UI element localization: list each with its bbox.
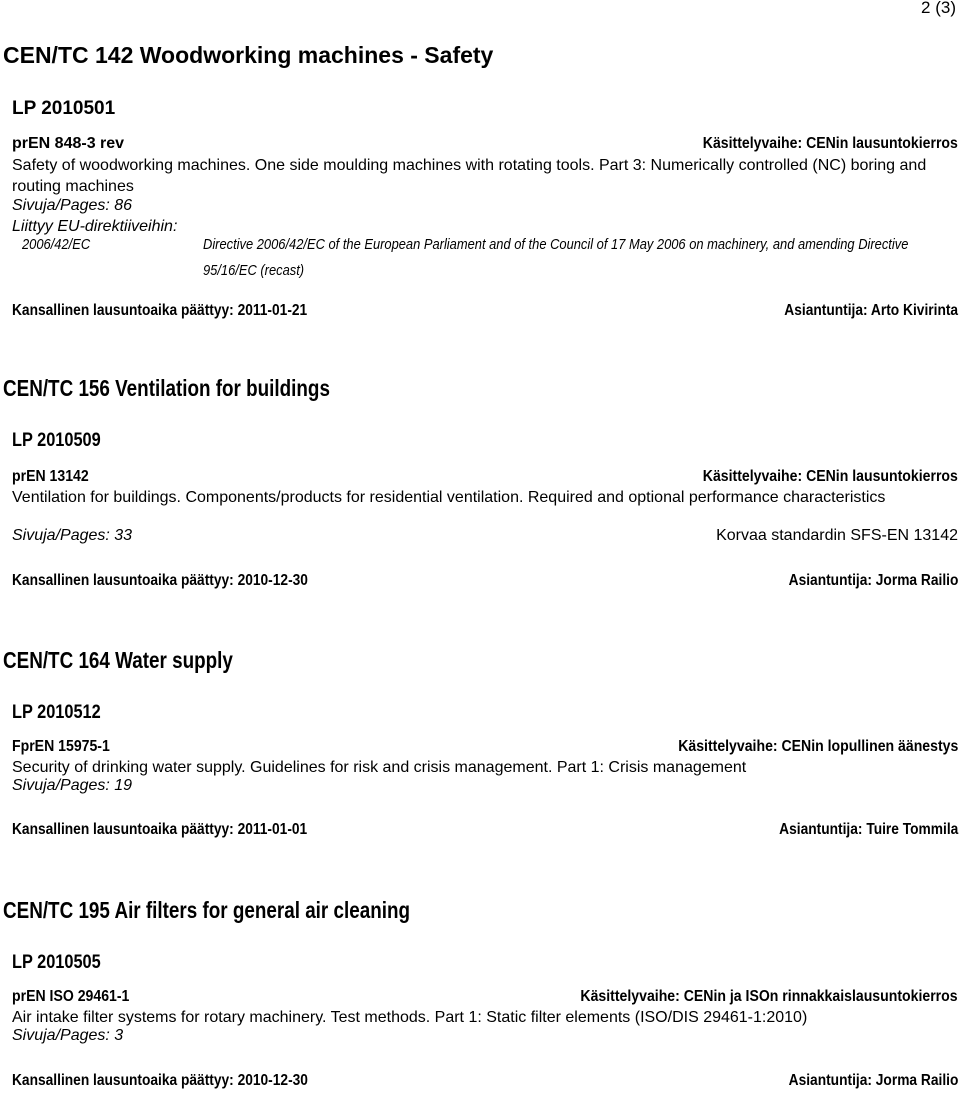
standard-code: FprEN 15975-1 [12, 738, 110, 755]
comment-deadline: Kansallinen lausuntoaika päättyy: 2011-01-01 [12, 821, 308, 838]
expert-name: Asiantuntija: Jorma Railio [788, 572, 958, 589]
standard-row [12, 988, 958, 1008]
page-number: 2 (3) [921, 0, 956, 17]
processing-stage: Käsittelyvaihe: CENin lausuntokierros [702, 135, 958, 152]
standard-description: Ventilation for buildings. Components/products for residential ventilation. Required and optional performance characteristics [12, 489, 886, 506]
comment-deadline: Kansallinen lausuntoaika päättyy: 2010-12-30 [12, 572, 308, 589]
lp-number: LP 2010501 [12, 98, 116, 119]
page-count: Sivuja/Pages: 33 [12, 527, 133, 544]
page-count: Sivuja/Pages: 86 [12, 197, 133, 214]
expert-name: Asiantuntija: Jorma Railio [788, 1072, 958, 1089]
lp-number: LP 2010505 [12, 952, 101, 973]
comment-deadline: Kansallinen lausuntoaika päättyy: 2011-01-21 [12, 302, 308, 319]
page-count: Sivuja/Pages: 19 [12, 777, 133, 794]
standard-row [12, 135, 958, 155]
committee-heading: CEN/TC 195 Air filters for general air cleaning [3, 897, 411, 923]
standard-description: Safety of woodworking machines. One side moulding machines with rotating tools. Part 3: Numerically controlled (NC) boring and routing machines [12, 157, 927, 195]
standard-row [12, 738, 958, 758]
comment-deadline: Kansallinen lausuntoaika päättyy: 2010-12-30 [12, 1072, 308, 1089]
committee-heading: CEN/TC 142 Woodworking machines - Safety [3, 42, 494, 68]
processing-stage: Käsittelyvaihe: CENin ja ISOn rinnakkaislausuntokierros [580, 988, 958, 1005]
directive-code: 2006/42/EC [22, 236, 91, 253]
expert-name: Asiantuntija: Tuire Tommila [778, 821, 958, 838]
expert-name: Asiantuntija: Arto Kivirinta [784, 302, 958, 319]
committee-heading: CEN/TC 156 Ventilation for buildings [3, 375, 330, 401]
eu-directive-label: Liittyy EU-direktiiveihin: [12, 218, 178, 235]
committee-heading: CEN/TC 164 Water supply [3, 647, 233, 673]
lp-number: LP 2010512 [12, 702, 101, 723]
standard-code: prEN 848-3 rev [12, 135, 125, 152]
standard-description: Air intake filter systems for rotary machinery. Test methods. Part 1: Static filter elements (ISO/DIS 29461-1:2010) [12, 1009, 808, 1026]
lp-number: LP 2010509 [12, 430, 101, 451]
standard-code: prEN ISO 29461-1 [12, 988, 130, 1005]
replaces-standard: Korvaa standardin SFS-EN 13142 [716, 527, 958, 544]
standard-row [12, 468, 958, 488]
directive-text: Directive 2006/42/EC of the European Parliament and of the Council of 17 May 2006 on machinery, and amending Directive 95/16/EC (recast) [203, 236, 909, 279]
processing-stage: Käsittelyvaihe: CENin lopullinen äänestys [677, 738, 958, 755]
standard-code: prEN 13142 [12, 468, 89, 485]
processing-stage: Käsittelyvaihe: CENin lausuntokierros [702, 468, 958, 485]
standard-description: Security of drinking water supply. Guidelines for risk and crisis management. Part 1: Crisis management [12, 759, 747, 776]
page-count: Sivuja/Pages: 3 [12, 1027, 124, 1044]
